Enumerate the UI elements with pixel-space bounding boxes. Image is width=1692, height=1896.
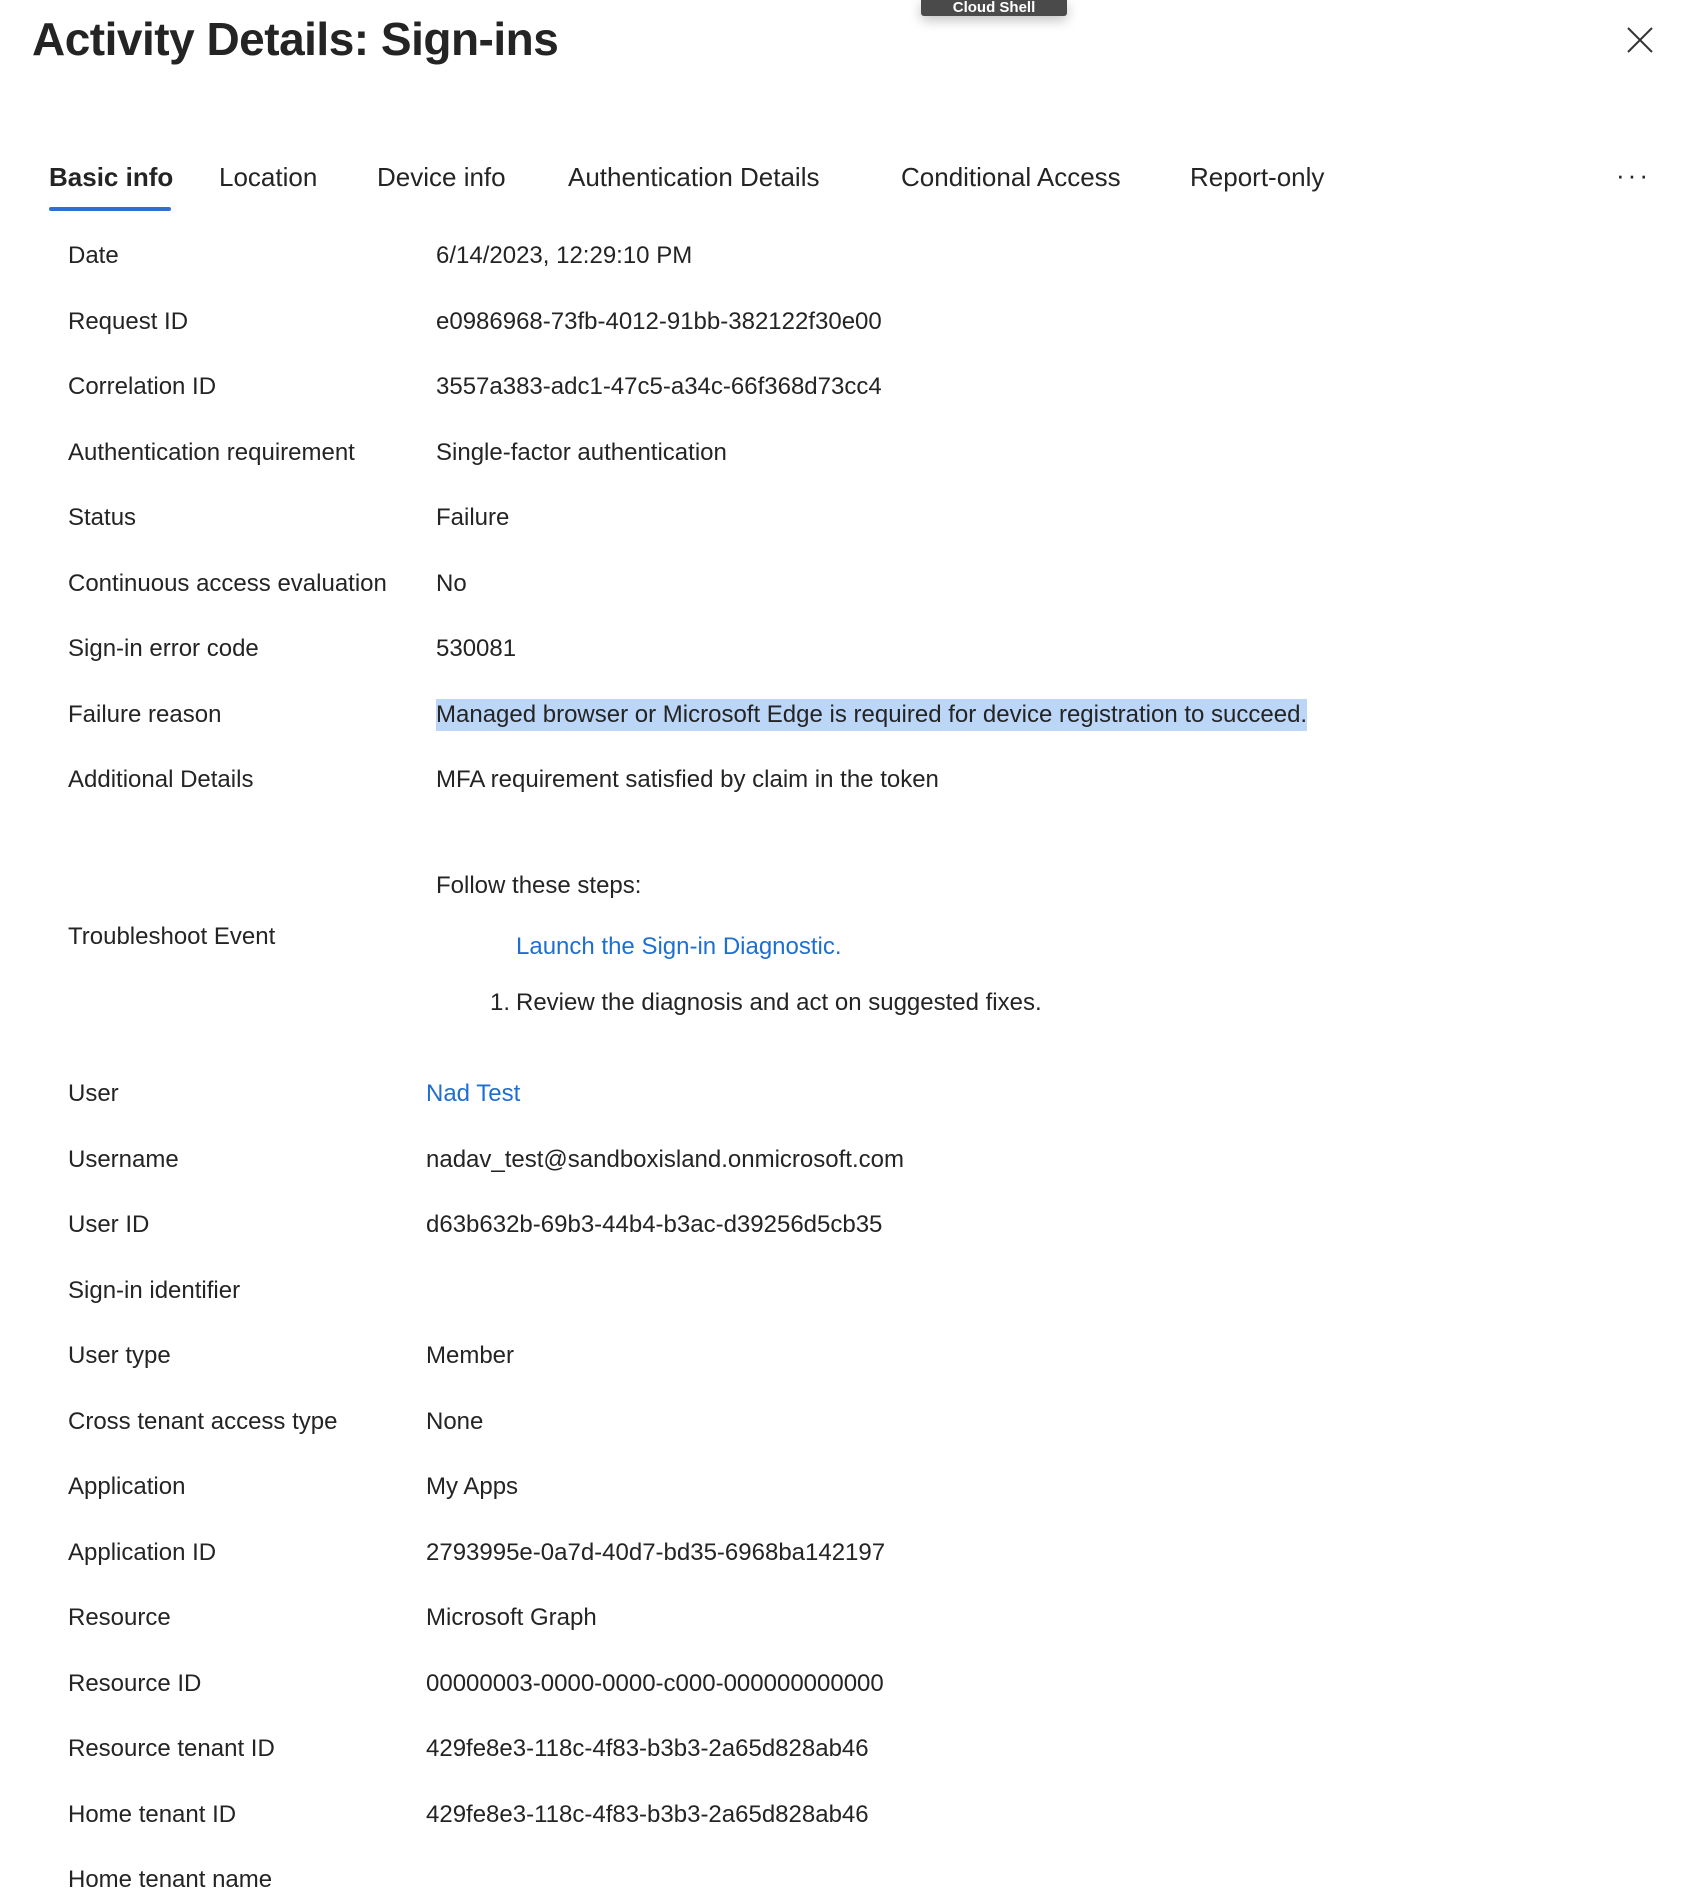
troubleshoot-event-label: Troubleshoot Event — [68, 923, 276, 950]
home-tenant-id-label: Home tenant ID — [68, 1800, 237, 1828]
troubleshoot-step: Review the diagnosis and act on suggested fixes. — [516, 989, 1042, 1016]
failure-reason-value: Managed browser or Microsoft Edge is required for device registration to succeed. — [436, 699, 1307, 731]
application-label: Application — [68, 1473, 186, 1500]
resource-id-value: 00000003-0000-0000-c000-000000000000 — [426, 1669, 884, 1697]
correlation-id-value: 3557a383-adc1-47c5-a34c-66f368d73cc4 — [436, 373, 882, 400]
resource-tenant-id-label: Resource tenant ID — [68, 1735, 275, 1762]
user-id-value: d63b632b-69b3-44b4-b3ac-d39256d5cb35 — [426, 1211, 883, 1238]
more-options-button[interactable]: ··· — [1616, 160, 1651, 190]
username-label: Username — [68, 1145, 179, 1173]
active-tab-indicator — [49, 207, 171, 211]
failure-reason-label: Failure reason — [68, 700, 222, 728]
additional-details-label: Additional Details — [68, 766, 254, 793]
application-value: My Apps — [426, 1473, 519, 1500]
cross-tenant-access-type-value: None — [426, 1407, 484, 1435]
correlation-id-label: Correlation ID — [68, 373, 217, 400]
home-tenant-name-label: Home tenant name — [68, 1866, 273, 1893]
continuous-access-evaluation-label: Continuous access evaluation — [68, 569, 387, 597]
cloud-shell-tooltip-label: Cloud Shell — [952, 0, 1036, 16]
tab-location[interactable]: Location — [219, 162, 318, 192]
additional-details-value: MFA requirement satisfied by claim in the token — [436, 766, 939, 793]
cloud-shell-tooltip — [921, 0, 1067, 16]
troubleshoot-intro: Follow these steps: — [436, 872, 642, 899]
user-type-label: User type — [68, 1342, 171, 1369]
sign-in-error-code-value: 530081 — [436, 635, 517, 662]
tab-authentication-details[interactable]: Authentication Details — [568, 162, 820, 192]
tab-report-only[interactable]: Report-only — [1190, 162, 1325, 192]
date-label: Date — [68, 242, 119, 269]
user-id-label: User ID — [68, 1211, 150, 1238]
sign-in-identifier-label: Sign-in identifier — [68, 1276, 241, 1304]
application-id-value: 2793995e-0a7d-40d7-bd35-6968ba142197 — [426, 1538, 886, 1566]
date-value: 6/14/2023, 12:29:10 PM — [436, 242, 693, 269]
authentication-requirement-value: Single-factor authentication — [436, 438, 727, 466]
resource-label: Resource — [68, 1604, 171, 1631]
sign-in-error-code-label: Sign-in error code — [68, 635, 259, 662]
resource-value: Microsoft Graph — [426, 1604, 597, 1631]
continuous-access-evaluation-value: No — [436, 569, 467, 597]
page-title: Activity Details: Sign-ins — [32, 13, 559, 65]
tab-device-info[interactable]: Device info — [377, 162, 506, 192]
launch-sign-in-diagnostic-link[interactable]: Launch the Sign-in Diagnostic. — [516, 933, 842, 960]
home-tenant-id-value: 429fe8e3-118c-4f83-b3b3-2a65d828ab46 — [426, 1800, 869, 1828]
authentication-requirement-label: Authentication requirement — [68, 438, 355, 466]
close-button[interactable] — [1622, 22, 1658, 58]
tab-conditional-access[interactable]: Conditional Access — [901, 162, 1121, 192]
application-id-label: Application ID — [68, 1538, 217, 1566]
resource-id-label: Resource ID — [68, 1669, 202, 1697]
close-icon — [1622, 22, 1658, 58]
user-label: User — [68, 1080, 119, 1107]
request-id-label: Request ID — [68, 307, 189, 335]
username-value: nadav_test@sandboxisland.onmicrosoft.com — [426, 1145, 904, 1173]
status-label: Status — [68, 504, 137, 531]
status-value: Failure — [436, 504, 510, 531]
troubleshoot-step-number: 1. — [490, 989, 511, 1016]
resource-tenant-id-value: 429fe8e3-118c-4f83-b3b3-2a65d828ab46 — [426, 1735, 869, 1762]
user-value[interactable]: Nad Test — [426, 1080, 521, 1107]
user-type-value: Member — [426, 1342, 515, 1369]
tab-basic-info[interactable]: Basic info — [49, 162, 174, 192]
request-id-value: e0986968-73fb-4012-91bb-382122f30e00 — [436, 307, 882, 335]
cross-tenant-access-type-label: Cross tenant access type — [68, 1407, 338, 1435]
